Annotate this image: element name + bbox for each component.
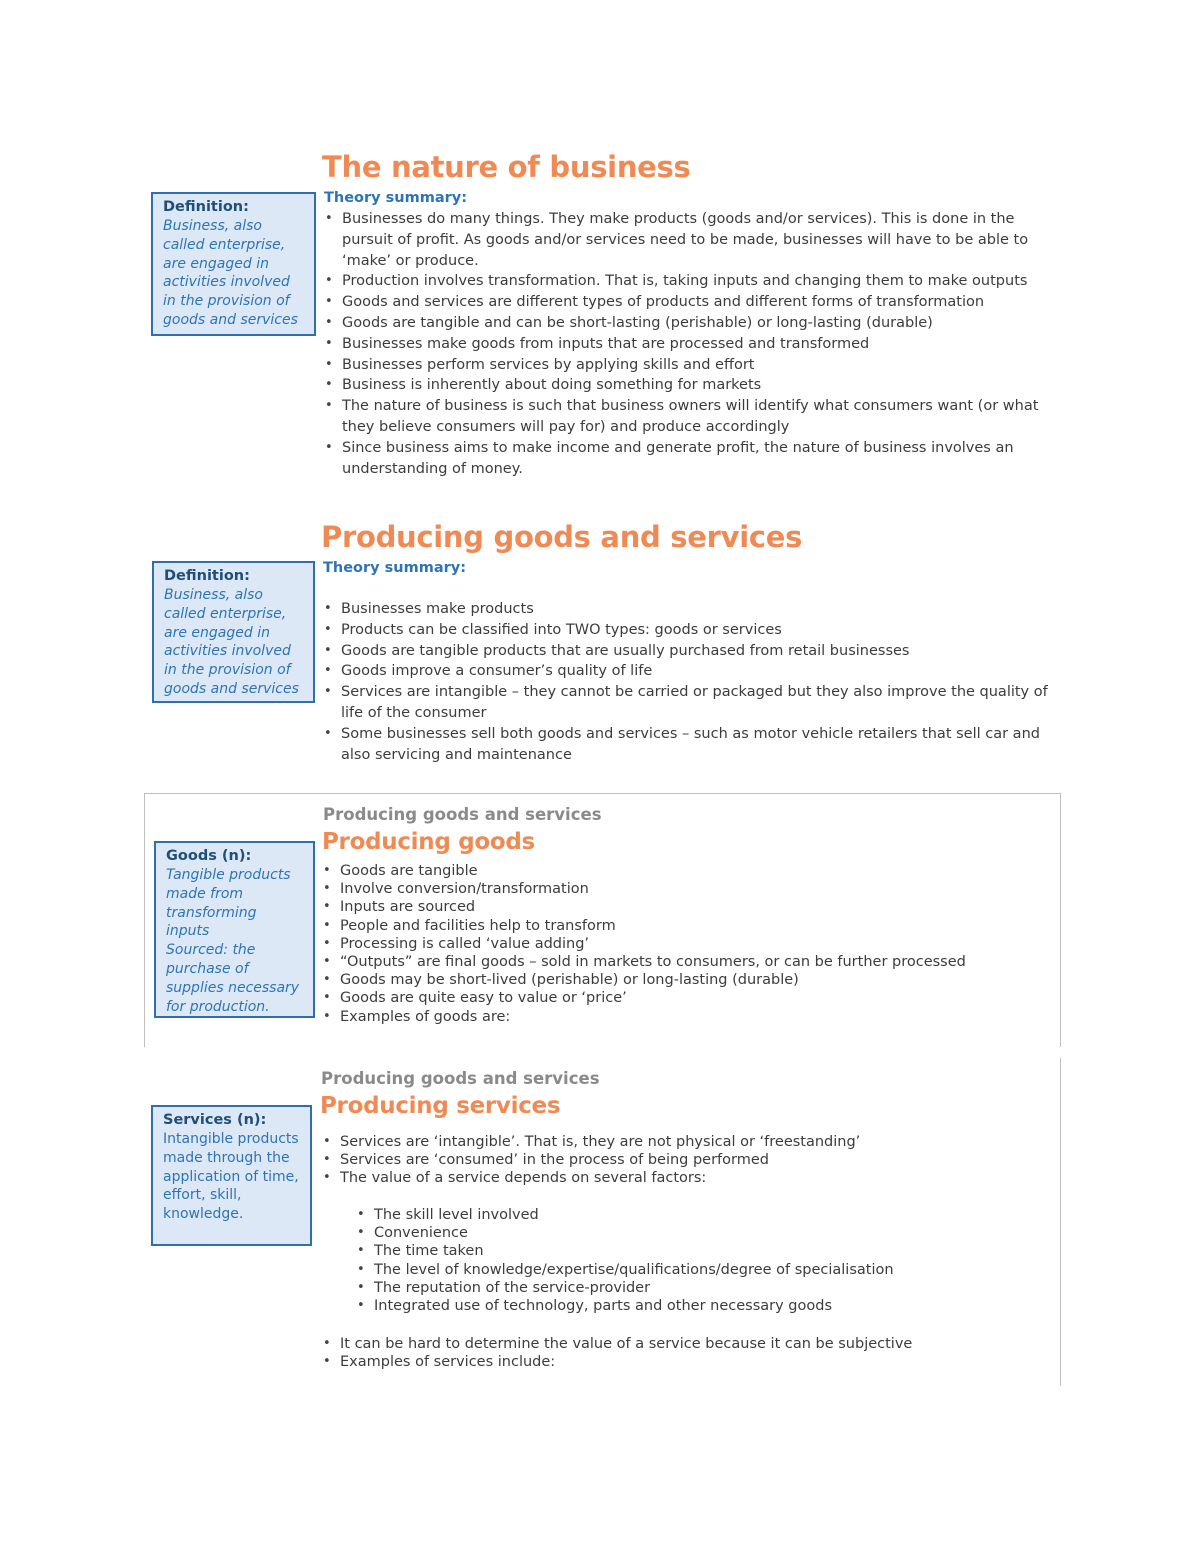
definition-box-goods: [154, 841, 315, 1018]
slide-right-border: [1060, 793, 1061, 1047]
list-item: • The level of knowledge/expertise/qualifications/degree of specialisation: [355, 1261, 1055, 1279]
definition-box-services: [151, 1105, 312, 1246]
list-item: • Goods may be short-lived (perishable) or long-lasting (durable): [321, 971, 1051, 989]
slide-top-border: [144, 793, 1061, 794]
list-item: • Processing is called ‘value adding’: [321, 935, 1051, 953]
list-item: • Services are ‘intangible’. That is, they are not physical or ‘freestanding’: [321, 1133, 1051, 1151]
list-item: • Business is inherently about doing something for markets: [323, 375, 1053, 396]
list-item: • Goods are tangible and can be short-lasting (perishable) or long-lasting (durable): [323, 313, 1053, 334]
slide-breadcrumb-heading: Producing goods and services: [323, 805, 602, 824]
list-item: • Integrated use of technology, parts and other necessary goods: [355, 1297, 1055, 1315]
producing-goods-bullet-list: [321, 862, 1051, 1026]
producing-services-bullet-list-2: [321, 1335, 1051, 1371]
list-item: • Inputs are sourced: [321, 898, 1051, 916]
list-item: • Businesses make products: [322, 599, 1052, 620]
list-item: • The time taken: [355, 1242, 1055, 1260]
list-item: • Goods are tangible: [321, 862, 1051, 880]
list-item: • It can be hard to determine the value of a service because it can be subjective: [321, 1335, 1051, 1353]
definition-term: Definition:: [163, 199, 249, 215]
list-item: • The value of a service depends on several factors:: [321, 1169, 1051, 1187]
list-item: • “Outputs” are final goods – sold in markets to consumers, or can be further processed: [321, 953, 1051, 971]
definition-term: Definition:: [164, 568, 250, 584]
slide-left-border: [144, 793, 145, 1047]
theory-summary-heading: Theory summary:: [323, 560, 467, 576]
producing-goods-services-bullet-list: [322, 599, 1052, 765]
definition-box-business: [151, 192, 316, 336]
definition-text: Business, also called enterprise, are engaged in activities involved in the provision of goods and services: [164, 587, 299, 697]
producing-services-bullet-list: [321, 1133, 1051, 1188]
list-item: • Products can be classified into TWO types: goods or services: [322, 620, 1052, 641]
service-value-factors-list: [355, 1206, 1055, 1315]
nature-of-business-bullet-list: [323, 209, 1053, 479]
section-title-producing-goods-and-services: Producing goods and services: [321, 520, 803, 554]
section-title-nature-of-business: The nature of business: [322, 150, 691, 184]
slide-breadcrumb-heading: Producing goods and services: [321, 1069, 600, 1088]
slide-right-border-2: [1060, 1058, 1061, 1386]
list-item: • Goods are quite easy to value or ‘price’: [321, 989, 1051, 1007]
list-item: • Examples of services include:: [321, 1353, 1051, 1371]
list-item: • Convenience: [355, 1224, 1055, 1242]
list-item: • Businesses make goods from inputs that are processed and transformed: [323, 334, 1053, 355]
list-item: • The skill level involved: [355, 1206, 1055, 1224]
list-item: • Some businesses sell both goods and services – such as motor vehicle retailers that sell car and also servicing and maintenance: [322, 724, 1052, 766]
list-item: • The nature of business is such that business owners will identify what consumers want (or what they believe consumers will pay for) and produce accordingly: [323, 396, 1053, 438]
definition-term: Goods (n):: [166, 848, 252, 864]
list-item: • Businesses perform services by applying skills and effort: [323, 355, 1053, 376]
definition-box-business-2: [152, 561, 315, 703]
list-item: • Businesses do many things. They make products (goods and/or services). This is done in the pursuit of profit. As goods and/or services need to be made, businesses will have to be able to ‘make’ or produce.: [323, 209, 1053, 271]
list-item: • Production involves transformation. That is, taking inputs and changing them to make outputs: [323, 271, 1053, 292]
list-item: • Involve conversion/transformation: [321, 880, 1051, 898]
list-item: • Services are ‘consumed’ in the process of being performed: [321, 1151, 1051, 1169]
list-item: • Since business aims to make income and generate profit, the nature of business involves an understanding of money.: [323, 438, 1053, 480]
list-item: • People and facilities help to transform: [321, 917, 1051, 935]
definition-text: Intangible products made through the application of time, effort, skill, knowledge.: [163, 1131, 299, 1223]
definition-text-sourced: Sourced: the purchase of supplies necessary for production.: [166, 942, 300, 1015]
list-item: • Goods are tangible products that are usually purchased from retail businesses: [322, 641, 1052, 662]
definition-term: Services (n):: [163, 1112, 267, 1128]
theory-summary-heading: Theory summary:: [324, 190, 468, 206]
section-title-producing-services: Producing services: [320, 1093, 561, 1119]
list-item: • Goods improve a consumer’s quality of life: [322, 661, 1052, 682]
section-title-producing-goods: Producing goods: [322, 829, 535, 855]
list-item: • Examples of goods are:: [321, 1008, 1051, 1026]
list-item: • Goods and services are different types of products and different forms of transformation: [323, 292, 1053, 313]
list-item: • The reputation of the service-provider: [355, 1279, 1055, 1297]
definition-text: Tangible products made from transforming inputs: [166, 867, 291, 940]
list-item: • Services are intangible – they cannot be carried or packaged but they also improve the quality of life of the consumer: [322, 682, 1052, 724]
definition-text: Business, also called enterprise, are engaged in activities involved in the provision of goods and services: [163, 218, 298, 328]
